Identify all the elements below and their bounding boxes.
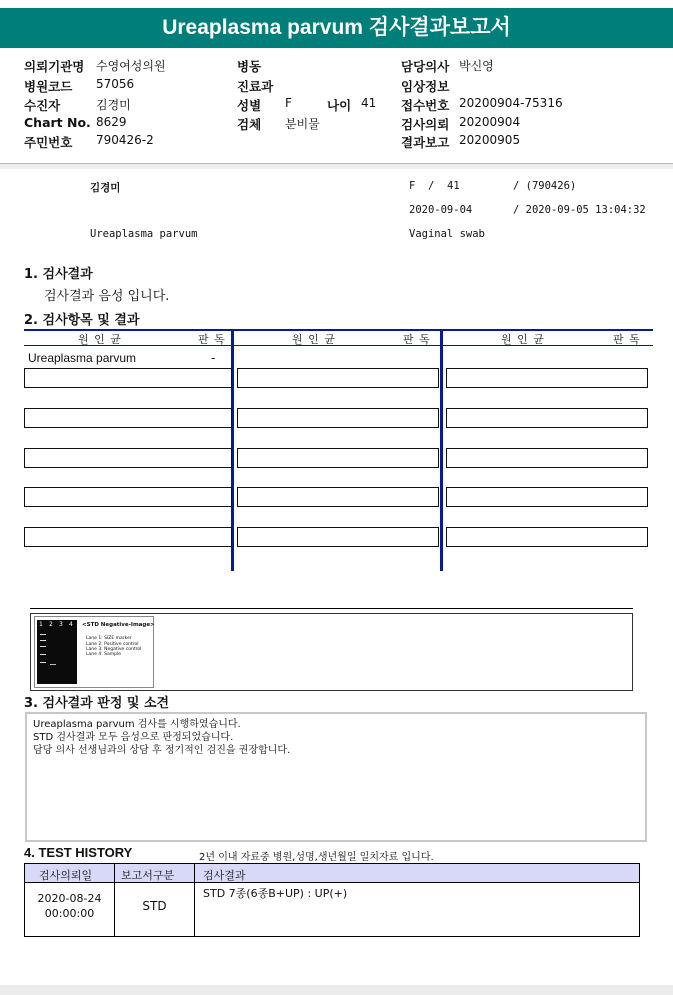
history-table	[24, 863, 640, 937]
patient-label: 수진자	[24, 98, 61, 113]
chart-no-value: 8629	[96, 115, 127, 129]
lane-label: 1	[39, 621, 43, 628]
page-bottom-bar	[0, 985, 673, 995]
summary-date2: / 2020-09-05 13:04:32	[513, 204, 646, 216]
section2-heading: 2. 검사항목 및 결과	[24, 313, 140, 328]
summary-sex: F	[409, 180, 416, 192]
resident-no-label: 주민번호	[24, 135, 73, 150]
result-slot	[237, 487, 439, 507]
patient-value: 김경미	[96, 98, 131, 112]
gel-band	[40, 640, 46, 641]
history-header-row	[25, 864, 639, 883]
opinion-line: STD 검사결과 모두 음성으로 판정되었습니다.	[33, 732, 234, 743]
doctor-value: 박신영	[459, 59, 494, 73]
result-slot	[237, 448, 439, 468]
col-judgement-2: 판 독	[403, 333, 431, 346]
result-slot	[446, 368, 648, 388]
result-judgement: -	[211, 351, 216, 365]
result-slot	[446, 487, 648, 507]
history-row-result: STD 7종(6종B+UP) : UP(+)	[203, 887, 348, 900]
column-separator-2	[440, 331, 443, 571]
report-title: Ureaplasma parvum 검사결과보고서	[0, 8, 673, 48]
col-organism-1: 원 인 균	[78, 333, 122, 346]
sex-label: 성별	[237, 98, 262, 113]
gel-legend-item: Lane 2: Positive control	[86, 642, 139, 647]
age-value: 41	[361, 96, 377, 110]
history-note: 2년 이내 자료중 병원,성명,생년월일 일치자료 입니다.	[199, 852, 434, 863]
receipt-no-value: 20200904-75316	[459, 96, 563, 110]
lane-label: 3	[59, 621, 63, 628]
opinion-line: 담당 의사 선생님과의 상담 후 정기적인 검진을 권장합니다.	[33, 745, 291, 756]
section4-heading: 4. TEST HISTORY	[24, 845, 133, 860]
request-date-value: 20200904	[459, 115, 521, 129]
gel-band	[40, 634, 46, 635]
history-col-date: 검사의뢰일	[39, 869, 93, 882]
gel-band	[40, 646, 46, 647]
request-date-label: 검사의뢰	[401, 117, 450, 132]
hospital-code-label: 병원코드	[24, 79, 73, 94]
institution-value: 수영여성의원	[96, 59, 166, 73]
history-col-divider	[194, 864, 195, 936]
report-date-label: 결과보고	[401, 135, 450, 150]
history-row-date	[25, 891, 114, 921]
section3-heading: 3. 검사결과 판정 및 소견	[24, 696, 170, 711]
col-organism-3: 원 인 균	[501, 333, 545, 346]
summary-birth: / (790426)	[513, 180, 577, 192]
result-slot	[446, 527, 648, 547]
gel-band	[40, 654, 46, 655]
gel-caption-title: <STD Negative-Image>	[82, 622, 155, 628]
result-slot	[237, 527, 439, 547]
lane-label: 4	[69, 621, 73, 628]
result-organism: Ureaplasma parvum	[28, 351, 137, 365]
history-row-type: STD	[142, 899, 167, 913]
history-col-result: 검사결과	[203, 869, 246, 882]
gel-legend-item: Lane 4: Sample	[86, 652, 121, 657]
sex-value: F	[285, 96, 292, 110]
section1-heading: 1. 검사결과	[24, 267, 93, 282]
opinion-text	[33, 718, 290, 757]
history-date: 2020-08-24	[37, 892, 102, 905]
result-slot	[446, 408, 648, 428]
section1-text: 검사결과 음성 입니다.	[44, 289, 170, 304]
doctor-label: 담당의사	[401, 59, 450, 74]
summary-specimen: Vaginal swab	[409, 228, 485, 240]
opinion-line: Ureaplasma parvum 검사를 시행하였습니다.	[33, 719, 241, 730]
header-info	[0, 52, 673, 160]
col-judgement-3: 판 독	[613, 333, 641, 346]
gel-legend-item: Lane 3: Negative control	[86, 647, 142, 652]
resident-no-value: 790426-2	[96, 133, 154, 147]
institution-label: 의뢰기관명	[24, 59, 85, 74]
result-slot	[237, 408, 439, 428]
result-slot	[24, 487, 232, 507]
opinion-box	[25, 712, 647, 842]
summary-date1: 2020-09-04	[409, 204, 473, 216]
clinical-info-label: 임상정보	[401, 79, 450, 94]
receipt-no-label: 접수번호	[401, 98, 450, 113]
gel-top-rule	[30, 608, 633, 609]
result-slot	[446, 448, 648, 468]
hospital-code-value: 57056	[96, 77, 135, 91]
report-date-value: 20200905	[459, 133, 521, 147]
department-label: 진료과	[237, 79, 274, 94]
col-organism-2: 원 인 균	[292, 333, 336, 346]
specimen-label: 검체	[237, 117, 262, 132]
specimen-value: 분비물	[285, 117, 320, 131]
summary-test: Ureaplasma parvum	[90, 228, 198, 240]
summary-slash: /	[428, 180, 435, 192]
chart-no-label: Chart No.	[24, 115, 91, 130]
gel-band	[40, 662, 46, 663]
result-slot	[24, 368, 232, 388]
history-time: 00:00:00	[44, 907, 95, 920]
col-judgement-1: 판 독	[198, 333, 226, 346]
history-col-type: 보고서구분	[121, 869, 175, 882]
summary-name: 김경미	[90, 182, 121, 194]
gel-image	[37, 620, 77, 684]
header-shadow	[0, 164, 673, 169]
gel-legend-item: Lane 1: SIZE marker	[86, 636, 132, 641]
ward-label: 병동	[237, 59, 262, 74]
result-slot	[237, 368, 439, 388]
gel-figure	[34, 616, 154, 688]
result-slot	[24, 448, 232, 468]
age-label: 나이	[327, 98, 352, 113]
result-slot	[24, 527, 232, 547]
result-slot	[24, 408, 232, 428]
summary-age: 41	[447, 180, 460, 192]
lane-label: 2	[49, 621, 53, 628]
gel-band	[50, 664, 56, 665]
